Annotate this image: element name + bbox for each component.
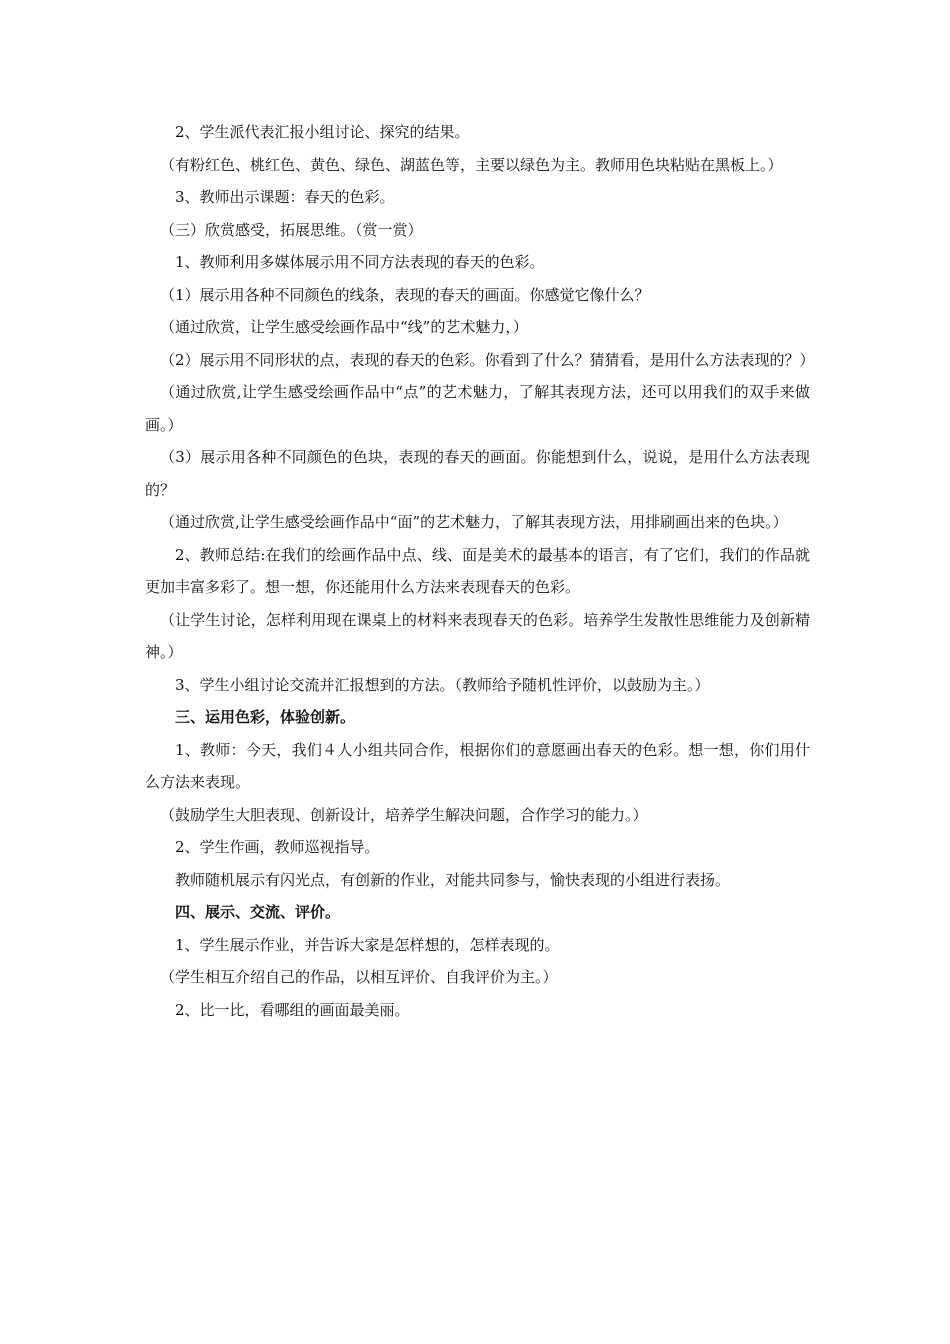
section-heading: 四、展示、交流、评价。 (175, 903, 341, 921)
paragraph: （鼓励学生大胆表现、创新设计，培养学生解决问题，合作学习的能力。） (160, 805, 648, 824)
paragraph: 教师随机展示有闪光点，有创新的作业，对能共同参与，愉快表现的小组进行表扬。 (175, 870, 731, 889)
paragraph: 3、教师出示课题：春天的色彩。 (175, 188, 395, 206)
paragraph: （2）展示用不同形状的点，表现的春天的色彩。你看到了什么？猜猜看，是用什么方法表现的？） (160, 350, 815, 369)
paragraph: 1、教师：今天，我们４人小组共同合作，根据你们的意愿画出春天的色彩。想一想，你们用什么方法来表现。 (145, 740, 810, 791)
paragraph: （3）展示用各种不同颜色的色块，表现的春天的画面。你能想到什么，说说，是用什么方法表现的？ (145, 448, 810, 499)
paragraph: 2、比一比，看哪组的画面最美丽。 (175, 1000, 410, 1019)
paragraph: （学生相互介绍自己的作品，以相互评价、自我评价为主。） (160, 968, 558, 986)
paragraph: （三）欣赏感受，拓展思维。（赏一赏） (160, 220, 423, 239)
paragraph: （通过欣赏,让学生感受绘画作品中“点”的艺术魅力，了解其表现方法，还可以用我们的双手来做画。） (145, 383, 810, 434)
paragraph: （通过欣赏,让学生感受绘画作品中“面”的艺术魅力，了解其表现方法，用排刷画出来的色块。） (160, 513, 788, 531)
paragraph: 2、教师总结:在我们的绘画作品中点、线、面是美术的最基本的语言，有了它们，我们的作品就更加丰富多彩了。想一想，你还能用什么方法来表现春天的色彩。 (145, 545, 810, 596)
paragraph: （通过欣赏，让学生感受绘画作品中“线”的艺术魅力，） (160, 318, 528, 336)
paragraph: 3、学生小组讨论交流并汇报想到的方法。（教师给予随机性评价，以鼓励为主。） (175, 675, 710, 694)
section-heading: 三、运用色彩，体验创新。 (175, 708, 356, 726)
document-body (145, 116, 815, 1026)
paragraph: （1）展示用各种不同颜色的线条，表现的春天的画面。你感觉它像什么？ (160, 285, 650, 304)
paragraph: （有粉红色、桃红色、黄色、绿色、湖蓝色等，主要以绿色为主。教师用色块粘贴在黑板上。） (160, 155, 783, 174)
paragraph: 1、学生展示作业，并告诉大家是怎样想的，怎样表现的。 (175, 935, 560, 954)
paragraph: 2、学生派代表汇报小组讨论、探究的结果。 (175, 123, 470, 141)
paragraph: （让学生讨论，怎样利用现在课桌上的材料来表现春天的色彩。培养学生发散性思维能力及创新精神。） (145, 610, 810, 661)
paragraph: 2、学生作画，教师巡视指导。 (175, 838, 380, 856)
paragraph: 1、教师利用多媒体展示用不同方法表现的春天的色彩。 (175, 253, 545, 271)
